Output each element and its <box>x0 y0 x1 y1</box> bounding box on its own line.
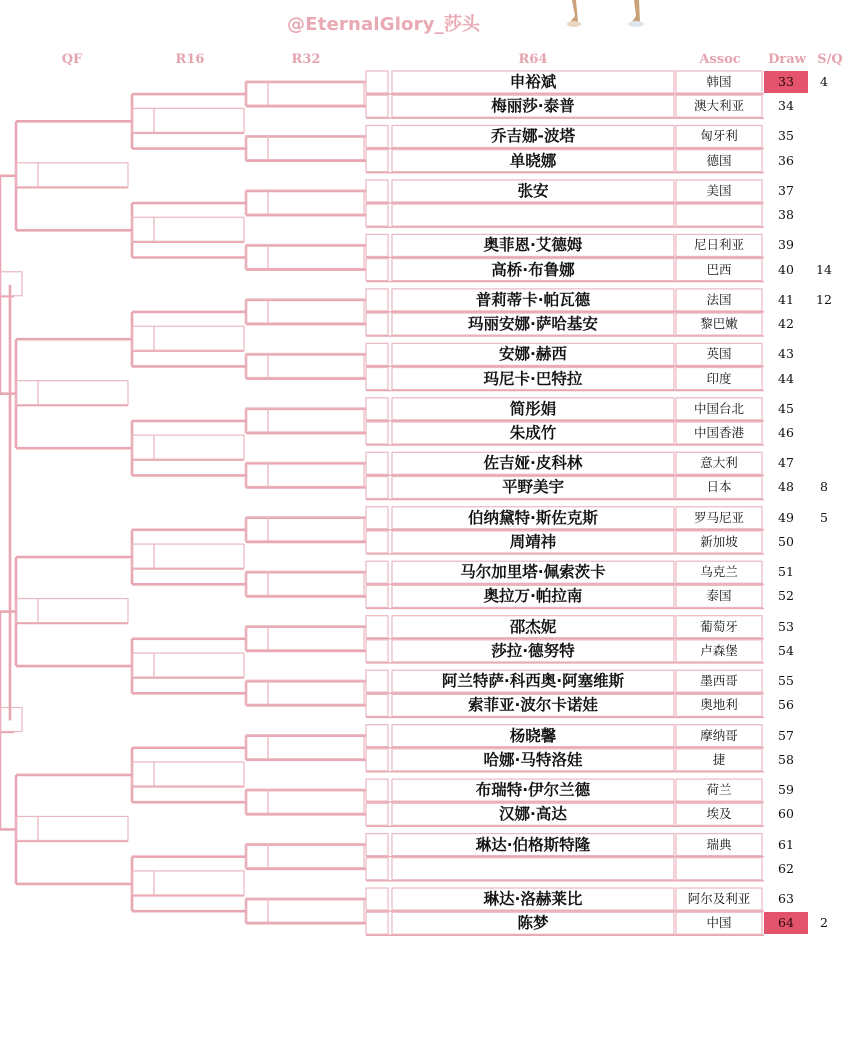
player-association: 英国 <box>706 346 732 362</box>
draw-number: 38 <box>778 207 794 223</box>
player-association: 中国香港 <box>693 425 744 441</box>
bracket-slot <box>246 299 268 323</box>
bracket-slot <box>246 517 268 541</box>
player-name: 陈梦 <box>517 914 549 933</box>
bracket-slot <box>132 653 154 677</box>
draw-number: 46 <box>778 425 794 441</box>
bracket-slot <box>246 626 268 650</box>
draw-number: 55 <box>778 673 794 689</box>
draw-number: 43 <box>778 346 794 362</box>
watermark: @EternalGlory_莎头 <box>287 14 481 35</box>
bracket-slot <box>246 898 268 922</box>
bracket-slot <box>154 435 244 459</box>
seed-number: 5 <box>820 509 828 525</box>
bracket-slot <box>268 81 364 105</box>
draw-number: 50 <box>778 533 794 549</box>
player-association: 捷 <box>712 751 726 767</box>
header-draw: Draw <box>768 52 806 67</box>
bracket-slot <box>366 694 388 716</box>
player-name: 琳达·伯格斯特隆 <box>475 835 591 854</box>
player-association: 罗马尼亚 <box>693 509 744 525</box>
player-association: 新加坡 <box>700 533 738 549</box>
draw-number: 62 <box>778 860 794 876</box>
player-name: 索菲亚·波尔卡诺娃 <box>468 696 598 715</box>
bracket-slot <box>268 353 364 377</box>
draw-number: 34 <box>778 98 794 114</box>
bracket-slot <box>366 640 388 662</box>
player-association: 意大利 <box>700 455 738 471</box>
draw-number: 56 <box>778 697 794 713</box>
bracket-slot <box>38 816 128 840</box>
bracket-slot <box>366 507 388 529</box>
draw-number: 44 <box>778 370 794 386</box>
draw-number: 37 <box>778 182 794 198</box>
bracket-slot <box>246 844 268 868</box>
bracket-slot <box>246 190 268 214</box>
bracket-slot <box>268 517 364 541</box>
draw-number: 48 <box>778 479 794 495</box>
bracket-slot <box>268 626 364 650</box>
bracket-slot <box>132 108 154 132</box>
bracket-slot <box>38 163 128 187</box>
player-association: 匈牙利 <box>700 128 738 144</box>
bracket-slot <box>132 435 154 459</box>
bracket-slot <box>366 180 388 202</box>
player-association: 巴西 <box>706 261 732 277</box>
draw-number: 36 <box>778 152 794 168</box>
player-name: 高桥·布鲁娜 <box>491 260 575 279</box>
draw-number: 57 <box>778 727 794 743</box>
bracket-slot <box>154 326 244 350</box>
bracket-slot <box>132 544 154 568</box>
bracket-slot <box>366 422 388 444</box>
player-association: 埃及 <box>706 806 732 822</box>
player-association: 摩纳哥 <box>700 727 738 743</box>
bracket-slot <box>154 544 244 568</box>
player-association: 中国台北 <box>693 400 744 416</box>
header-seed: S/Q <box>817 52 843 67</box>
header-r32: R32 <box>291 52 321 67</box>
bracket-slot <box>132 326 154 350</box>
player-association: 尼日利亚 <box>693 237 744 253</box>
player-name: 梅丽莎·泰普 <box>491 97 575 116</box>
player-name: 佐吉娅·皮科林 <box>483 454 583 473</box>
bracket-slot <box>366 259 388 281</box>
seed-number: 4 <box>820 74 828 89</box>
bracket-slot <box>366 368 388 390</box>
header-assoc: Assoc <box>699 52 741 67</box>
player-name: 阿兰特萨·科西奥·阿塞维斯 <box>441 672 625 691</box>
draw-number: 53 <box>778 618 794 634</box>
bracket-slot <box>268 299 364 323</box>
player-association: 卢森堡 <box>700 642 738 658</box>
draw-number: 63 <box>778 891 794 907</box>
player-association: 瑞典 <box>706 836 732 852</box>
bracket-slot <box>268 735 364 759</box>
bracket-slot <box>246 136 268 160</box>
bracket-slot <box>366 71 388 93</box>
bracket-slot <box>366 834 388 856</box>
bracket-slot <box>246 353 268 377</box>
bracket-slot <box>268 462 364 486</box>
player-association: 泰国 <box>706 588 732 604</box>
player-name: 奥拉万·帕拉南 <box>483 587 583 606</box>
bracket-slot <box>366 313 388 335</box>
player-name: 莎拉·德努特 <box>491 641 575 660</box>
bracket-slot <box>392 204 674 226</box>
player-name: 申裕斌 <box>509 73 557 91</box>
bracket-slot <box>366 616 388 638</box>
player-name: 杨晓馨 <box>509 726 557 745</box>
bracket-slot <box>268 844 364 868</box>
player-association: 澳大利亚 <box>693 98 744 114</box>
player-name: 乔吉娜-波塔 <box>491 127 575 146</box>
bracket-slot <box>38 381 128 405</box>
bracket-slot <box>16 381 38 405</box>
player-name: 朱成竹 <box>509 424 557 443</box>
bracket-slot <box>366 912 388 934</box>
bracket-slot <box>366 204 388 226</box>
bracket-slot <box>366 858 388 880</box>
bracket-slot <box>366 398 388 420</box>
draw-number: 41 <box>778 291 794 307</box>
bracket-slot <box>366 289 388 311</box>
seed-number: 12 <box>816 291 832 307</box>
player-name: 周靖祎 <box>509 532 557 551</box>
draw-number: 35 <box>778 128 794 144</box>
player-name: 玛尼卡·巴特拉 <box>483 369 583 388</box>
draw-number: 47 <box>778 455 794 471</box>
draw-number: 52 <box>778 588 794 604</box>
seed-number: 2 <box>820 915 828 931</box>
bracket-slot <box>392 858 674 880</box>
bracket-slot <box>16 599 38 623</box>
seed-number: 14 <box>816 261 832 277</box>
player-association: 日本 <box>706 479 732 495</box>
draw-number: 39 <box>778 237 794 253</box>
bracket-slot <box>366 452 388 474</box>
bracket-slot <box>246 680 268 704</box>
bracket-slot <box>268 680 364 704</box>
draw-number: 54 <box>778 642 794 658</box>
seed-number: 8 <box>820 479 828 495</box>
bracket-slot <box>154 762 244 786</box>
player-name: 邵杰妮 <box>509 617 557 636</box>
bracket-slot <box>676 204 762 226</box>
player-association: 德国 <box>706 152 732 168</box>
bracket-slot <box>366 531 388 553</box>
bracket-slot <box>246 462 268 486</box>
header-r16: R16 <box>175 52 205 67</box>
bracket-slot <box>366 343 388 365</box>
bracket-slot <box>132 762 154 786</box>
draw-number: 40 <box>778 261 794 277</box>
bracket-slot <box>676 858 762 880</box>
player-name: 张安 <box>517 181 549 200</box>
bracket-slot <box>268 408 364 432</box>
player-association: 印度 <box>706 370 732 386</box>
draw-number: 51 <box>778 564 794 580</box>
player-name: 汉娜·高达 <box>499 805 567 824</box>
bracket-slot <box>154 217 244 241</box>
player-name: 平野美宇 <box>501 478 564 497</box>
bracket-slot <box>246 245 268 269</box>
draw-number: 61 <box>778 836 794 852</box>
bracket-slot <box>366 725 388 747</box>
bracket-slot <box>132 871 154 895</box>
bracket-slot <box>154 653 244 677</box>
bracket-slot <box>366 585 388 607</box>
bracket-slot <box>246 571 268 595</box>
bracket-slot <box>366 150 388 172</box>
player-name: 马尔加里塔·佩索茨卡 <box>460 563 606 582</box>
player-association: 美国 <box>706 182 732 198</box>
draw-number: 42 <box>778 316 794 332</box>
bracket-slot <box>366 888 388 910</box>
bracket-slot <box>154 871 244 895</box>
player-name: 简彤娟 <box>509 399 557 418</box>
player-name: 布瑞特·伊尔兰德 <box>475 781 591 800</box>
header-r64: R64 <box>518 52 548 67</box>
draw-number: 59 <box>778 782 794 798</box>
draw-number: 45 <box>778 400 794 416</box>
player-association: 阿尔及利亚 <box>687 891 751 907</box>
bracket-slot <box>366 779 388 801</box>
player-name: 普莉蒂卡·帕瓦德 <box>475 290 591 309</box>
player-name: 安娜·赫西 <box>499 345 567 364</box>
bracket-slot <box>366 561 388 583</box>
draw-number: 33 <box>764 71 808 93</box>
player-association: 乌克兰 <box>700 564 738 580</box>
player-name: 哈娜·马特洛娃 <box>483 750 583 769</box>
bracket-slot <box>268 571 364 595</box>
bracket-slot <box>366 670 388 692</box>
bracket-slot <box>366 749 388 771</box>
player-name: 琳达·洛赫莱比 <box>483 890 583 909</box>
player-name: 伯纳黛特·斯佐克斯 <box>468 508 598 527</box>
bracket-slot <box>366 803 388 825</box>
draw-number: 58 <box>778 751 794 767</box>
bracket-slot <box>268 789 364 813</box>
bracket-slot <box>366 125 388 147</box>
bracket-slot <box>246 735 268 759</box>
bracket-slot <box>16 163 38 187</box>
player-name: 单晓娜 <box>509 151 557 170</box>
player-name: 玛丽安娜·萨哈基安 <box>468 315 598 334</box>
bracket-slot <box>366 234 388 256</box>
header-qf: QF <box>61 52 83 67</box>
bracket-slot <box>38 599 128 623</box>
player-association: 奥地利 <box>700 697 738 713</box>
bracket-slot <box>366 476 388 498</box>
bracket-slot <box>246 789 268 813</box>
bracket-slot <box>154 108 244 132</box>
bracket-slot <box>268 136 364 160</box>
bracket-slot <box>268 898 364 922</box>
player-association: 葡萄牙 <box>700 618 738 634</box>
bracket-slot <box>246 81 268 105</box>
player-association: 中国 <box>706 915 732 931</box>
bracket-slot <box>268 190 364 214</box>
draw-number: 49 <box>778 509 794 525</box>
player-name: 奥菲恩·艾德姆 <box>483 236 583 255</box>
player-association: 墨西哥 <box>700 673 738 689</box>
bracket-slot <box>132 217 154 241</box>
player-association: 黎巴嫩 <box>700 316 738 332</box>
bracket-slot <box>268 245 364 269</box>
bracket-slot <box>246 408 268 432</box>
player-association: 韩国 <box>706 74 732 89</box>
draw-number: 60 <box>778 806 794 822</box>
player-association: 荷兰 <box>706 782 732 798</box>
player-association: 法国 <box>706 291 732 307</box>
bracket-slot <box>16 816 38 840</box>
bracket-slot <box>366 95 388 117</box>
draw-number: 64 <box>764 912 808 934</box>
